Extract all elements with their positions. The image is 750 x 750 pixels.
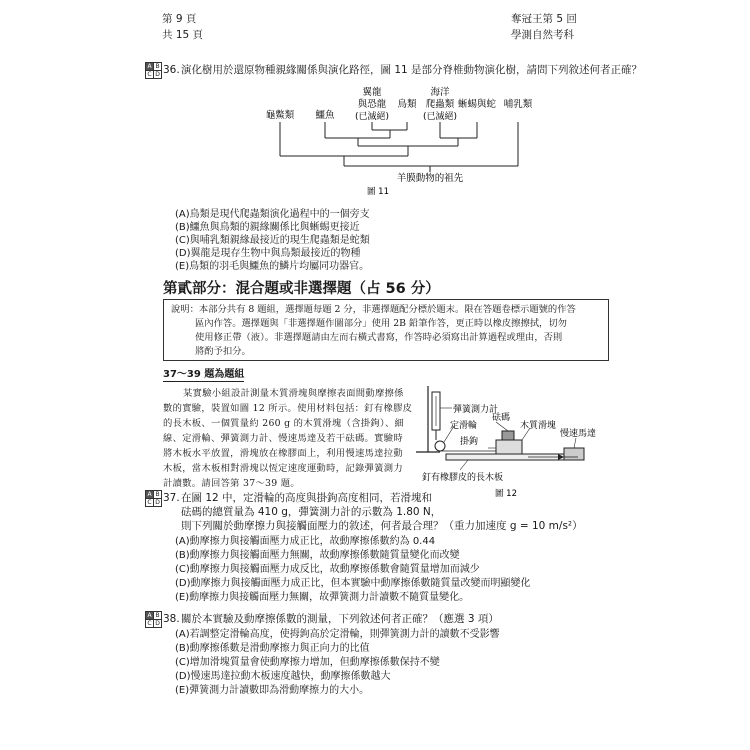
- experiment-description-line: 的長木板、一個質量約 260 g 的木質滑塊（含掛鉤）、細: [163, 418, 405, 429]
- notice-line: 將酌予扣分。: [195, 346, 251, 357]
- weights: [502, 431, 514, 440]
- q37-option-c: (C)動摩擦力與接觸面壓力成反比，故動摩擦係數會隨質量增加而減少: [175, 564, 480, 575]
- page-number: 第 9 頁: [162, 13, 197, 25]
- q36-number: 36.: [163, 64, 180, 76]
- q36-option-a: (A)鳥類是現代爬蟲類演化過程中的一個旁支: [175, 209, 370, 220]
- grid-cell-d: D: [153, 498, 162, 507]
- tree-label-lizards: 蜥蜴與蛇: [457, 99, 497, 110]
- experiment-description-line: 木板，當木板相對滑塊以恆定速度運動時，記錄彈簧測力: [163, 463, 403, 474]
- section-2-notice-box: [163, 299, 609, 361]
- tree-label-ichthyosaur-bottom: 爬蟲類: [425, 99, 455, 110]
- q37-stem-line-1: 在圖 12 中，定滑輪的高度與掛鉤高度相同，若滑塊和: [181, 492, 433, 504]
- q37-option-e: (E)動摩擦力與接觸面壓力無關，故彈簧測力計讀數不隨質量變化。: [175, 592, 470, 603]
- tree-label-extinct-2: (已滅絕): [422, 112, 458, 122]
- q36-option-c: (C)與哺乳類親緣最接近的現生爬蟲類是蛇類: [175, 235, 370, 246]
- q37-stem-line-2: 砝碼的總質量為 410 g，彈簧測力計的示數為 1.80 N，: [181, 506, 442, 518]
- figure-12-caption: 圖 12: [494, 489, 518, 499]
- grid-cell-b: B: [153, 611, 162, 620]
- grid-cell-c: C: [145, 70, 154, 79]
- q37-option-a: (A)動摩擦力與接觸面壓力成正比，故動摩擦係數約為 0.44: [175, 536, 436, 547]
- q37-stem-line-3: 則下列關於動摩擦力與接觸面壓力的敘述，何者最合理？（重力加速度 g = 10 m/s²）: [181, 520, 583, 532]
- wood-block: [496, 440, 522, 454]
- figure-11-caption: 圖 11: [366, 187, 390, 196]
- q36-option-d: (D)翼龍是現存生物中與鳥類最接近的物種: [175, 248, 361, 259]
- notice-line: 說明：本部分共有 8 題組，選擇題每題 2 分，非選擇題配分標於題末。限在答題卷標示題號的作答: [171, 304, 576, 315]
- grid-cell-d: D: [153, 70, 162, 79]
- tree-label-birds: 鳥類: [397, 99, 417, 110]
- tree-label-mammals: 哺乳類: [503, 99, 533, 110]
- q37-option-b: (B)動摩擦力與接觸面壓力無關，故動摩擦係數隨質量變化而改變: [175, 550, 460, 561]
- label-weights: 砝碼: [492, 413, 511, 423]
- page-total: 共 15 頁: [162, 29, 204, 41]
- label-fixed-pulley: 定滑輪: [450, 421, 478, 431]
- tree-label-pterosaur-bottom: 與恐龍: [357, 99, 387, 110]
- grid-cell-b: B: [153, 490, 162, 499]
- experiment-description-line: 計讀數。請回答第 37～39 題。: [163, 478, 300, 489]
- label-slow-motor: 慢速馬達: [560, 429, 597, 439]
- evolution-tree-figure: [230, 78, 560, 196]
- q38-stem: 關於本實驗及動摩擦係數的測量，下列敘述何者正確？（應選 3 項）: [181, 613, 499, 625]
- experiment-description-line: 數的實驗，裝置如圖 12 所示。使用材料包括：釘有橡膠皮: [163, 403, 413, 414]
- experiment-description-line: 線、定滑輪、彈簧測力計、慢速馬達及若干砝碼。實驗時: [163, 433, 403, 444]
- q38-option-c: (C)增加滑塊質量會使動摩擦力增加，但動摩擦係數保持不變: [175, 657, 440, 668]
- grid-cell-d: D: [153, 619, 162, 628]
- q37-number: 37.: [163, 492, 180, 504]
- tree-label-pterosaur-top: 翼龍: [362, 87, 382, 98]
- q38-number: 38.: [163, 613, 180, 625]
- answer-grid-icon: [145, 611, 163, 629]
- grid-cell-c: C: [145, 619, 154, 628]
- exam-title: 奪冠王第 5 回: [511, 13, 577, 25]
- fixed-pulley: [435, 441, 445, 451]
- tree-label-ichthyosaur-top: 海洋: [430, 87, 450, 98]
- q36-stem: 演化樹用於還原物種親緣關係與演化路徑，圖 11 是部分脊椎動物演化樹，請問下列敘述何者正確？: [181, 64, 643, 76]
- q36-option-b: (B)鱷魚與鳥類的親緣關係比與蜥蜴更接近: [175, 222, 360, 233]
- tree-label-turtles: 龜鱉類: [265, 110, 295, 121]
- grid-cell-a: A: [145, 490, 154, 499]
- q38-option-b: (B)動摩擦係數是滑動摩擦力與正向力的比值: [175, 643, 370, 654]
- label-wood-block: 木質滑塊: [520, 421, 557, 431]
- notice-line: 區內作答。選擇題與「非選擇題作圖部分」使用 2B 鉛筆作答，更正時以橡皮擦擦拭，切勿: [195, 318, 567, 329]
- grid-cell-a: A: [145, 611, 154, 620]
- apparatus-figure: [408, 382, 608, 500]
- tree-label-root: 羊膜動物的祖先: [396, 173, 464, 184]
- question-group-title: 37～39 題為題組: [163, 369, 245, 380]
- grid-cell-b: B: [153, 62, 162, 71]
- section-2-title: 第貳部分：混合題或非選擇題（占 56 分）: [163, 281, 440, 297]
- tree-label-extinct-1: (已滅絕): [354, 112, 390, 122]
- grid-cell-a: A: [145, 62, 154, 71]
- label-board: 釘有橡膠皮的長木板: [422, 473, 504, 483]
- exam-subject: 學測自然考科: [511, 29, 574, 41]
- slow-motor: [564, 448, 584, 460]
- q37-option-d: (D)動摩擦力與接觸面壓力成正比，但本實驗中動摩擦係數隨質量改變而明顯變化: [175, 578, 531, 589]
- experiment-description-line: 將木板水平放置，滑塊放在橡膠面上，利用慢速馬達拉動: [163, 448, 403, 459]
- label-spring-scale: 彈簧測力計: [453, 405, 499, 415]
- tree-label-crocodile: 鱷魚: [315, 110, 335, 121]
- answer-grid-icon: [145, 490, 163, 508]
- notice-line: 使用修正帶（液）。非選擇題請由左而右橫式書寫，作答時必須寫出計算過程或理由，否則: [195, 332, 563, 343]
- grid-cell-c: C: [145, 498, 154, 507]
- answer-grid-icon: [145, 62, 163, 80]
- q38-option-e: (E)彈簧測力計讀數即為滑動摩擦力的大小。: [175, 685, 370, 696]
- q38-option-a: (A)若調整定滑輪高度，使拇鉤高於定滑輪，則彈簧測力計的讀數不受影響: [175, 629, 500, 640]
- label-hook: 掛鉤: [460, 437, 479, 447]
- q36-option-e: (E)鳥類的羽毛與鱷魚的鱗片均屬同功器官。: [175, 261, 370, 272]
- q38-option-d: (D)慢速馬達拉動木板速度越快，動摩擦係數越大: [175, 671, 391, 682]
- experiment-description-line: 某實驗小組設計測量木質滑塊與摩擦表面間動摩擦係: [183, 388, 404, 399]
